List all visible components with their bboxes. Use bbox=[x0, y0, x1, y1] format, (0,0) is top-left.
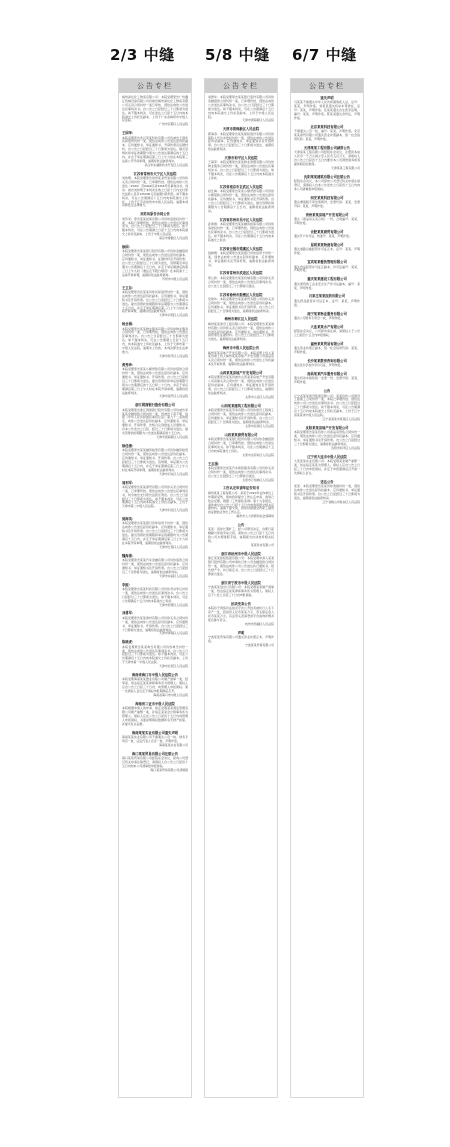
notice-title: 周利军： bbox=[122, 480, 136, 485]
notice-title: 徐国： bbox=[122, 245, 132, 250]
notice-title: 合肥某某商贸有限公司 bbox=[310, 229, 344, 234]
notice-text: 遗失道路运输经营许可证正本，证号：某某，声明作废。 bbox=[294, 247, 360, 256]
notice-title: 梅州市梅江区人民法院 bbox=[224, 317, 258, 322]
notice-title: 福州某某贸易有限公司 bbox=[310, 341, 344, 346]
notice-text: 吴建华：本院受理原告某某商贸有限公司诉你买卖合同纠纷一案，现依法向你公告送达起诉状副本、应诉通知书、举证通知书及开庭传票。自公告之日起经过三十日即视为送达，逾期将依法缺席判决。 bbox=[208, 296, 274, 313]
notice-item bbox=[122, 403, 188, 440]
notice-signature: 辽宁省鞍山市铁东区人民法院 bbox=[322, 499, 360, 504]
notice-title: 江苏省南京市玄武区人民法院 bbox=[219, 185, 263, 189]
notice-title: 宜宾某某餐饮管理有限公司 bbox=[307, 260, 347, 265]
notice-item bbox=[122, 554, 188, 579]
notice-title: 大连某某水产有限公司 bbox=[310, 324, 344, 329]
notice-text: 郭海涛：本院受理原告某某保险股份有限公司诉你保险人代位求偿权纠纷一案，现依法向你公告送达起诉状副本、应诉通知书、举证通知书及开庭传票。自公告之日起经过三十日即视为送达，逾期将依法缺席判决。 bbox=[208, 131, 274, 152]
notice-title: 刘勇军： bbox=[122, 611, 136, 616]
notice-text: 本院受理原告某某诉你公司商品房预售合同纠纷一案，现依法向你公司公告送达起诉状副本、应诉通知书、举证通知书及开庭传票。自公告之日起经过三十日即视为送达，逾期将依法缺席判决。 bbox=[294, 430, 360, 446]
notice-signature: 太原市小店区人民法院 bbox=[245, 395, 274, 399]
notice-signature: 天津市津南区人民法院 bbox=[159, 631, 188, 636]
notice-title: 山西某某商贸有限公司 bbox=[224, 432, 258, 437]
notice-item bbox=[208, 293, 274, 314]
notice-item bbox=[294, 359, 360, 368]
notice-text: 遗失增值税专用发票两份，发票代码：某某，发票号码：某某，声明作废。 bbox=[294, 199, 360, 208]
notice-title: 海口某某贸易有限公司注销公告 bbox=[131, 751, 179, 756]
notice-item bbox=[122, 286, 188, 319]
notice-text: 本院将于网络司法拍卖平台公开拍卖被执行人名下房产一处，起拍价人民币某某万元，竞买保证金人民币某某万元。有意竞买者请登录平台查询详情并报名参与竞买。 bbox=[208, 606, 274, 622]
notice-text: 刘苏凤：原告某某担保有限公司诉你追偿权纠纷一案，本院已审理终结，现依法向你公告送达民事判决书，自公告之日起经过三十日即视为送达。如不服本判决，可在公告期满之日起十五日内向本院递交上诉状及副本，上诉于中级人民法院。 bbox=[122, 216, 188, 237]
notice-signature: 杭州市西湖区人民法院 bbox=[245, 621, 274, 626]
notice-title: 王卫东： bbox=[122, 285, 136, 290]
notice-title: 工伤认定申请举证告知书 bbox=[222, 486, 260, 491]
notice-item bbox=[122, 673, 188, 698]
notice-item bbox=[294, 426, 360, 451]
notice-item bbox=[122, 172, 188, 209]
notice-item bbox=[122, 583, 188, 608]
notice-signature: 天津市和平区人民法院 bbox=[159, 353, 188, 358]
notice-signature: 海口某某贸易有限公司清算组 bbox=[150, 767, 188, 772]
notice-item bbox=[208, 247, 274, 268]
notice-text: 遗失民办学校办学许可证，声明作废。 bbox=[294, 363, 344, 368]
column-header-2: 公告专栏 bbox=[205, 79, 277, 93]
notice-title: 徐佳清： bbox=[122, 443, 136, 448]
notice-signature: 海南某某实业有限公司 bbox=[159, 742, 188, 747]
notice-item bbox=[208, 631, 274, 648]
notice-text: 本院受理原告某某汽车销售服务有限公司诉你买卖合同纠纷一案，现依法向你公告送达民事判决书。自公告之日起经过三十日即视为送达。 bbox=[208, 465, 274, 478]
notice-item bbox=[294, 243, 360, 256]
notice-title: 李振： bbox=[122, 582, 132, 587]
notice-signature: 天津市河东区人民法院 bbox=[159, 471, 188, 476]
notice-item bbox=[294, 260, 360, 273]
notice-text: 梅州润达化工物流有限公司：本院受理原告广州鑫汇机械设备有限公司诉被告梅州润达化工物流有限公司买卖合同纠纷一案已审结，现依法向你公告送达民事判决书。自公告之日起经过三十日即视为送达。如不服本判决，可在送达之日起十五日内向本院递交上诉状及副本，上诉于广东省梅州市中级人民法院。 bbox=[122, 95, 188, 123]
notice-item bbox=[122, 96, 188, 127]
notice-text: 本院受理原告武汉某某科技有限公司诉被告王国华民间借贷纠纷一案，现依法向你公告送达起诉状副本、应诉通知书、举证通知书、开庭传票及证据材料。自公告之日起经过三十日即视为送达。提出答辩状和举证的期限分别为公告送达期满后的十五日内。并定于举证期满后第三日上午九时在本院第三法庭公开开庭审理，逾期将依法缺席判决。 bbox=[122, 135, 188, 163]
notice-text: 本院受理原告某某诉被告山西某某房地产开发有限公司房屋买卖合同纠纷一案，现依法向你公告送达起诉状副本、应诉通知书、举证通知书及开庭传票。自公告之日起经过三十日即视为送达，逾期将依法缺席判决。 bbox=[208, 375, 274, 396]
notice-item bbox=[208, 127, 274, 152]
notice-signature: 天津市河西区人民法院 bbox=[159, 313, 188, 318]
notice-title: 浙江网商银行股份有限公司 bbox=[135, 403, 175, 408]
notice-item bbox=[122, 245, 188, 282]
notice-title: 西安某某科技有限公司 bbox=[310, 195, 344, 200]
notice-item bbox=[122, 444, 188, 477]
notice-item bbox=[208, 486, 274, 519]
notice-signature: 南京市秦淮区人民法院 bbox=[159, 236, 188, 241]
notice-title: 辽宁省大连市中级人民法院 bbox=[307, 454, 347, 459]
notice-title: 江苏省常州市武进区人民法院 bbox=[219, 271, 263, 276]
notice-text: 刘德华：本院受理原告某某银行股份有限公司诉你金融借款合同纠纷一案，已审理终结，现依法向你公告送达民事判决书。自公告之日起经过三十日即视为送达。如不服本判决，可在公告期满后十五日内向本院递交上诉状及副本，上诉于中级人民法院。 bbox=[208, 95, 274, 119]
notice-text: 遗失建筑施工企业安全生产许可证副本，编号：某某，声明作废。 bbox=[294, 281, 360, 290]
notice-signature: 辽宁省某某市某某区人民法院 bbox=[322, 417, 360, 422]
notice-text: 某某：本院受理原告某某诉你离婚纠纷一案，现依法向你公告送达起诉状副本、应诉通知书、举证通知书及开庭传票。自公告之日起经过三十日即视为送达，逾期将依法缺席判决。 bbox=[294, 483, 360, 500]
notice-title: 刘苏凤原告合同公告 bbox=[140, 212, 170, 217]
notice-title: 沈阳某某房地产开发有限公司 bbox=[305, 425, 349, 430]
notice-title: 山西某某房地产开发有限公司 bbox=[219, 371, 263, 376]
notice-text: 本院受理原告某某汽车金融有限公司诉你借款合同纠纷一案，现依法向你公告送达起诉状副本、应诉通知书、举证通知书及开庭传票。自公告之日起经过三十日即视为送达，逾期将依法缺席判决。 bbox=[122, 558, 188, 574]
notice-signature: 太原市杏花岭区人民法院 bbox=[242, 452, 274, 457]
notice-title: 魏海勇： bbox=[122, 553, 136, 558]
notice-title: 海南省三亚市中级人民法院 bbox=[135, 701, 175, 706]
notice-title: 浙江省杭州市中级人民法院 bbox=[221, 551, 261, 556]
notice-item bbox=[208, 552, 274, 577]
notice-signature: 梅州市人力资源和社会保障局 bbox=[236, 514, 274, 519]
notice-item bbox=[208, 581, 274, 598]
notice-item bbox=[208, 346, 274, 367]
notice-text: 本院受理原告某某典当有限公司诉你典当纠纷一案，现依法向你公告送达民事判决书。自公告之日起经过三十日即视为送达。如不服本判决，可在公告期满后十五日内向本院递交上诉状及副本，上诉于天津市第一中级人民法院。 bbox=[122, 644, 188, 665]
notice-title: 昆明某某物流有限公司 bbox=[310, 243, 344, 248]
notice-title: 天津市滨海新区人民法院 bbox=[222, 127, 260, 132]
notice-text: 浙江某某控股集团有限公司：本院受理申请人某某银行股份有限公司申请执行你公司金融借款合同纠纷一案，现依法向你公司公告送达执行通知书、报告财产令、执行裁定书，自公告之日起经过三十日即视为送达。 bbox=[208, 556, 274, 576]
notice-title: 梅州市中级人民法院公告 bbox=[222, 346, 260, 351]
notice-title: 海南省海口市中级人民法院公告 bbox=[131, 673, 179, 678]
notice-text: 本院受理原告某某融资租赁有限公司诉你融资租赁合同纠纷一案，现依法向你公告送达起诉状副本、应诉通知书、举证通知书、开庭传票。自公告之日起经过三十日即视为送达。答辩期、举证期为公告期满后十五日内，并定于举证期满后第三日上午九时在本院开庭审理，逾期将依法缺席判决。 bbox=[122, 448, 188, 472]
notice-title: 送达公告 bbox=[320, 479, 334, 484]
notice-item bbox=[208, 404, 274, 429]
notice-text: 天津某某工程有限公司经股东会决议，注册资本由人民币一千万元减少至人民币五百万元，请债权人自公告之日起四十五日内要求本公司清偿债务或者提供相应的担保。 bbox=[294, 150, 360, 166]
notice-text: 遗失开户许可证，核准号：某某，声明作废。 bbox=[294, 234, 352, 239]
notice-item bbox=[294, 480, 360, 505]
column-label-1: 2/3 中缝 bbox=[110, 46, 175, 64]
notice-item bbox=[294, 389, 360, 422]
notice-text: 周立新：本院受理原告某某机械有限公司诉你买卖合同纠纷一案，现依法向你公告送达民事判决书。自公告之日起经过三十日即视为送达。 bbox=[208, 275, 274, 288]
notice-signature: 太原市万柏林区人民法院 bbox=[242, 477, 274, 482]
notice-column-1 bbox=[118, 78, 192, 1098]
notice-title: 南宁某某物业服务有限公司 bbox=[307, 311, 347, 316]
notice-item bbox=[294, 325, 360, 338]
notice-text: 遗失《商品房买卖合同》一份，合同编号：某某，声明作废。 bbox=[294, 217, 360, 225]
notice-signature: 沈阳市和平区人民法院 bbox=[331, 445, 360, 450]
notice-item bbox=[294, 312, 360, 321]
notice-signature: 天津市红桥区人民法院 bbox=[159, 544, 188, 549]
notice-text: 遗失药品经营许可证正本，证号：某某，声明作废。 bbox=[294, 298, 360, 307]
notice-title: 浙江省宁波市中级人民法院 bbox=[221, 580, 261, 585]
notice-column-3 bbox=[290, 78, 364, 1098]
notice-signature: 某某科技有限公司 bbox=[250, 543, 274, 548]
notice-text: 本院受理原告某某物业服务有限公司诉你物业服务合同纠纷一案，已审理终结。现依法向你公告送达民事判决书。自公告之日起经过三十日即视为送达。如不服本判决，可在公告期满之日起十五日内，向本院递交上诉状及副本，上诉于天津市第一中级人民法院。逾期未上诉的，本判决即发生法律效力。 bbox=[122, 326, 188, 354]
notice-title: 黄秀珍： bbox=[122, 362, 136, 367]
notice-signature: 苏州市中级人民法院 bbox=[161, 276, 188, 281]
notice-title: 山西某某建筑工程有限公司 bbox=[221, 403, 261, 408]
notice-item bbox=[122, 481, 188, 514]
notice-signature: 天津某某工程有限公司 bbox=[331, 165, 360, 170]
notice-text: 遗失食品经营许可证正副本，许可证编号：某某，声明作废。 bbox=[294, 264, 360, 273]
notice-title: 陈晓虎： bbox=[122, 640, 136, 645]
notice-text: 宁波某某贸易有限公司遗失营业执照正本，声明作废。 bbox=[208, 634, 274, 643]
notice-text: 遗失机动车销售统一发票一份，发票号码：某某，声明作废。 bbox=[294, 376, 360, 385]
notice-item bbox=[208, 371, 274, 400]
notice-signature: 武汉市东湖新技术开发区人民法院 bbox=[144, 162, 188, 167]
notice-text: 刘伟明：本院受理原告常州某某贸易有限公司诉你买卖合同纠纷一案，已审理终结。现依法向你公告送达（2020）苏0402民初3456号民事判决书。判决：被告刘伟明于本判决生效之日起十日内支付原告货款人民币125000元及逾期付款利息。如不服本判决，可在公告期满后十五日内向本院递交上诉状，上诉于江苏省常州市中级人民法院。逾期本判决即发生法律效力。 bbox=[122, 176, 188, 208]
notice-title: 江苏省无锡市梁溪区人民法院 bbox=[219, 246, 263, 251]
notice-item bbox=[294, 146, 360, 171]
notice-title: 江苏省常州市天宁区人民法院 bbox=[133, 171, 177, 176]
notice-text: 辽宁省某某建设集团有限公司：某某诉你公司建设工程施工合同纠纷一案，本院已审理终结。现依法向你公司公告送达民事判决书。自公告之日起经过三十日即视为送达。如不服本判决，可在公告期满后十五日内向本院递交上诉状及副本，上诉于辽宁省某某市中级人民法院。 bbox=[294, 393, 360, 418]
notice-title: 江苏省苏州市吴中区人民法院 bbox=[219, 217, 263, 222]
notice-item bbox=[122, 517, 188, 550]
notice-text: 钱晓明：本院受理原告某某银行诉你信用卡纠纷一案，现依法向你公告送达起诉状副本、应诉通知书、举证通知书及开庭传票，逾期将依法缺席判决。 bbox=[208, 250, 274, 267]
notice-title: 江苏省徐州市鼓楼区人民法院 bbox=[219, 292, 263, 297]
notice-signature: 太原市迎泽区人民法院 bbox=[245, 423, 274, 428]
column-label-2: 5/8 中缝 bbox=[205, 46, 270, 64]
notice-text: 本院受理原告某某银行股份有限公司诉你金融借款合同纠纷一案，已审理终结，现依法向你公告送达民事判决书。如不服本判决，可在公告期满后十五日内向本院递交上诉状。 bbox=[208, 437, 274, 453]
notice-title: 王国华： bbox=[122, 131, 136, 136]
notice-title: 公告 bbox=[323, 389, 331, 394]
notice-text: 本院受理原告某某建材有限公司诉你买卖合同纠纷一案，现依法向你公告送达起诉状副本、应诉通知书、举证通知书、开庭传票。自公告之日起经过三十日即视为送达，逾期将依法缺席判决。 bbox=[122, 615, 188, 632]
notice-item bbox=[208, 218, 274, 243]
notice-text: 本院根据申请人的申请，裁定受理某某酒店管理有限公司破产重整一案，并指定某某会计师事务所为管理人。债权人应在公告之日起四十五日内向管理人申报债权，书面说明债权数额和有无财产担保，并提交有关证据。 bbox=[122, 706, 188, 726]
notice-text: 遗失公司财务专用章一枚，声明作废。 bbox=[294, 315, 344, 320]
notice-text: 宁波某某进出口有限公司：本院受理某某破产清算一案，依法指定某某律师事务所为管理人。债权人应于公告之日起三十日内申报债权。 bbox=[208, 585, 274, 597]
notice-text: 梅州某某工程有限公司：某某于2020年在你单位工作期间受伤，现向我局提出工伤认定申请，我局已依法受理。根据《工伤保险条例》第十九条规定，请你单位自公告之日起十五日内向我局提交相关证据材料。逾期不提交的，我局将根据受伤职工提供的证据依法作出工伤认定。 bbox=[208, 490, 274, 515]
notice-item bbox=[122, 702, 188, 727]
notice-signature: 天津市东丽区人民法院 bbox=[159, 573, 188, 578]
notice-title: 声明 bbox=[237, 630, 245, 635]
notice-text: 经股东会决议，公司拟申请注销，请债权人于公告之日起四十五日内申报债权。 bbox=[294, 329, 360, 337]
notice-item bbox=[294, 175, 360, 192]
notice-signature: 天津市北辰区人民法院 bbox=[159, 664, 188, 669]
notice-text: 某某：因你长期旷工，经公司研究决定，自即日起解除与你的劳动合同。请你自公告之日起十五日内到公司办理离职手续，逾期视为自动放弃相关权利。 bbox=[208, 527, 274, 544]
notice-text: 本院受理原告某某银行股份有限公司诉你金融借款合同纠纷一案，现依法向你公告送达起诉状副本、应诉通知书、举证通知书、证据材料及开庭传票。自公告之日起经过三十日视为送达，答辩期及举证期为公告期满后十五日内，并定于举证期满后的第三日上午九时（遇法定节假日顺延）在本院第十二法庭开庭审理，逾期将依法缺席裁判。 bbox=[122, 249, 188, 277]
notice-text: 本院受理原告张某某诉你民间借贷纠纷一案，现依法向你公告送达起诉状副本、应诉通知书、举证通知书及开庭传票。自公告之日起经过三十日即视为送达。提出答辩状的期限和举证期限为公告期满后十五日内，并定于举证期满后第三日上午九时在本院开庭审理，逾期将依法缺席判决。 bbox=[122, 289, 188, 314]
notice-item bbox=[294, 277, 360, 290]
notice-item bbox=[208, 96, 274, 123]
notice-text: 本院受理原告某某银行诉你信用卡纠纷一案，现依法向你公告送达起诉状副本、应诉通知书、举证通知书及开庭传票。自公告之日起经过三十日即视为送达。提出答辩状的期限和举证的期限均为公告期满后十五日内，并定于举证期满后第三日上午九时在本院开庭审理，逾期将依法缺席判决。 bbox=[122, 521, 188, 546]
notice-signature: 天津市滨海新区人民法院 bbox=[242, 118, 274, 123]
notice-text: 本院受理原告某某商贸有限公司诉你买卖合同纠纷一案，已审理终结。现依法向你公告送达民事判决书，判令被告支付原告货款及利息。自公告之日起经过三十日即视为送达。如不服本判决，可在公告期满后十五日内向本院递交上诉状及副本，上诉于天津市第二中级人民法院。 bbox=[122, 484, 188, 509]
notice-text: 孙建国：本院受理原告某某融资担保有限公司诉你追偿权纠纷一案，已审理终结。现依法向你公告送达民事判决书，自公告之日起经过三十日即视为送达。如不服本判决，可在公告期满后十五日内向本院递交上诉状。 bbox=[208, 222, 274, 242]
notice-title: 北京某某科技有限公司 bbox=[310, 124, 344, 129]
notice-title: 南昌某某汽车服务有限公司 bbox=[307, 372, 347, 377]
notice-text: 本院受理原告某某小额贷款有限公司诉你借款合同纠纷一案，现依法向你公告送达起诉状副本、应诉通知书、举证通知书、开庭传票。自公告之日起经过三十日即视为送达。提出答辩状和举证的期限分别为公告期满后的十五日和二十日内。并定于举证期满后第三日上午九时在本院开庭审理，逾期将依法缺席判决。 bbox=[122, 367, 188, 395]
notice-item bbox=[122, 212, 188, 241]
notice-text: 梅州某某房地产开发有限公司：本院受理上诉人某某诉被上诉人梅州某某房地产开发有限公司商品房买卖合同纠纷一案，现依法向你公告送达上诉状副本及开庭传票，逾期将依法缺席判决。 bbox=[208, 350, 274, 367]
notice-text: 王海军：本院受理原告某某物业管理有限公司诉你物业服务合同纠纷一案，现依法向你公告送达民事判决书。自公告之日起经过三十日即视为送达。如不服本判决，可在公告期满后十五日内向本院递交上诉状。 bbox=[208, 160, 274, 181]
notice-title: 贵州某某房地产开发有限公司 bbox=[305, 212, 349, 217]
notice-item bbox=[122, 131, 188, 168]
notice-title: 石家庄某某医药有限公司 bbox=[308, 294, 346, 299]
notice-title: 公告 bbox=[237, 523, 245, 528]
notice-text: 马某某不慎遗失中华人民共和国残疾人证，证号：某某，声明作废。刘某某遗失机动车驾驶证，证号：某某，声明作废。张某某遗失出生医学证明，编号：某某，声明作废。陈某某遗失身份证，声明作废。 bbox=[294, 100, 360, 120]
notice-title: 王志强： bbox=[208, 461, 222, 466]
notice-item bbox=[122, 752, 188, 773]
notice-item bbox=[294, 455, 360, 476]
notice-text: 大连某某实业有限公司：本院受理某某破产重整一案，依法指定某某为管理人。债权人应自公告之日起三十日内申报债权，并定于申报期满后召开第一次债权人会议。 bbox=[294, 459, 360, 475]
notice-text: 海南某某实业有限公司不慎遗失公章一枚、财务专用章一枚、法定代表人名章一枚，声明作废。 bbox=[122, 735, 188, 743]
notice-item bbox=[122, 640, 188, 669]
notice-item bbox=[208, 156, 274, 181]
notice-text: 本院受理原告某某劳务有限公司诉你建设工程施工合同纠纷一案，现依法向你公告送达起诉状副本、应诉通知书、举证通知书及开庭传票。自公告之日起经过三十日即视为送达，逾期将依法缺席判决。 bbox=[208, 408, 274, 424]
notice-title: 天津市和平区人民法院 bbox=[224, 156, 258, 161]
notice-item bbox=[122, 611, 188, 636]
notice-title: 天津某某工程有限公司减资公告 bbox=[303, 145, 351, 150]
notice-item bbox=[208, 271, 274, 288]
notice-item bbox=[294, 196, 360, 209]
notice-signature: 天津市南开区人民法院 bbox=[159, 394, 188, 399]
notice-column-2 bbox=[204, 78, 278, 1098]
column-header-3: 公告专栏 bbox=[291, 79, 363, 93]
notice-text: 梅州某某建设工程有限公司：本院受理原告某某建材有限公司诉你买卖合同纠纷一案，现依法向你公告送达起诉状副本、应诉通知书、举证通知书、开庭传票及证据材料。自公告之日起经过三十日即视为送达，逾期将依法缺席判决。 bbox=[208, 321, 274, 342]
notice-signature: 天津市西青区人民法院 bbox=[159, 602, 188, 607]
notice-item bbox=[294, 125, 360, 142]
notice-item bbox=[294, 96, 360, 121]
notice-item bbox=[294, 213, 360, 226]
notice-signature: 天津市河北区人民法院 bbox=[159, 508, 188, 513]
notice-title: 遗失声明 bbox=[320, 96, 334, 100]
notice-item bbox=[208, 602, 274, 627]
notice-item bbox=[122, 363, 188, 400]
notice-item bbox=[294, 342, 360, 355]
notice-text: 赵红梅：本院受理原告某某小额贷款有限公司诉你小额借款合同纠纷一案，现依法向你公告送达起诉状副本、应诉通知书、举证通知书及开庭传票。自公告之日起经过三十日即视为送达。提出答辩状的期限为公告期满后十五日内，逾期将依法缺席判决。 bbox=[208, 189, 274, 213]
notice-text: 本院受理原告浙江网商银行股份有限公司诉被告李某某金融借款合同纠纷一案，因被告下落不明，依照《中华人民共和国民事诉讼法》第九十二条的规定，向你公告送达起诉状副本、应诉通知书、举证通知书、开庭传票、告知合议庭组成人员通知书。自本公告发出之日起，经过三十日即视为送达。提出答辩状的期限为公告送达期满后的十五日内。 bbox=[122, 407, 188, 436]
notice-text: 本院受理海南某某置业有限公司破产清算一案，经审查，依法指定某某律师事务所为管理人。债权人应自公告之日起三十日内，向管理人申报债权。第一次债权人会议定于债权申报期满后召开。 bbox=[122, 677, 188, 694]
column-body-2 bbox=[205, 93, 277, 648]
notice-text: 遗失营业执照正副本，统一社会信用代码：某某，声明作废。 bbox=[294, 346, 360, 355]
notice-title: 海南某某实业有限公司遗失声明 bbox=[131, 730, 179, 735]
notice-title: 重庆某某建设工程有限公司 bbox=[307, 277, 347, 282]
notice-item bbox=[208, 523, 274, 548]
notice-item bbox=[208, 185, 274, 214]
notice-title: 拍卖变卖公告 bbox=[231, 601, 251, 606]
notice-signature: 天津市滨海新区人民法院 bbox=[156, 435, 188, 439]
notice-item bbox=[208, 317, 274, 342]
column-body-1 bbox=[119, 93, 191, 773]
notice-signature: 宁波某某贸易有限公司 bbox=[245, 642, 274, 647]
notice-signature: 海南省海口市中级人民法院 bbox=[153, 692, 188, 697]
notice-title: 长沙某某教育咨询有限公司 bbox=[307, 358, 347, 363]
notice-item bbox=[122, 322, 188, 359]
notice-item bbox=[122, 731, 188, 748]
column-body-3 bbox=[291, 93, 363, 505]
column-header-1: 公告专栏 bbox=[119, 79, 191, 93]
notice-text: 海口某某贸易有限公司经股东会决议，拟向公司登记机关申请注销登记，请债权人自公告之日起四十五日内向本公司清算组申报债权。 bbox=[122, 756, 188, 768]
notice-item bbox=[294, 230, 360, 239]
notice-title: 沈阳某某建筑有限公司注销公告 bbox=[303, 174, 351, 179]
notice-item bbox=[294, 294, 360, 307]
notice-signature: 广州市花都区人民法院 bbox=[159, 122, 188, 127]
notice-title: 杨会娟： bbox=[122, 322, 136, 327]
notice-item bbox=[208, 433, 274, 458]
column-label-3: 6/7 中缝 bbox=[292, 46, 357, 64]
notice-text: 经股东会决议，本公司拟向公司登记机关申请注销登记，请债权人自本公告发布之日起四十五日内向本公司清算组申报债权。 bbox=[294, 178, 360, 191]
notice-title: 郭海英： bbox=[122, 517, 136, 522]
notice-text: 本院受理原告某某科技有限公司诉你劳动争议纠纷一案，现依法向你公告送达民事判决书。自公告之日起经过三十日即视为送达。如不服本判决，可在公告期满后十五日内向本院递交上诉状。 bbox=[122, 586, 188, 603]
notice-text: 不慎遗失公章一枚，编号：某某，声明作废。北京某某商贸有限公司遗失营业执照副本，统一社会信用代码：某某，声明作废。 bbox=[294, 129, 360, 141]
notice-item bbox=[208, 462, 274, 483]
notice-item bbox=[294, 372, 360, 385]
